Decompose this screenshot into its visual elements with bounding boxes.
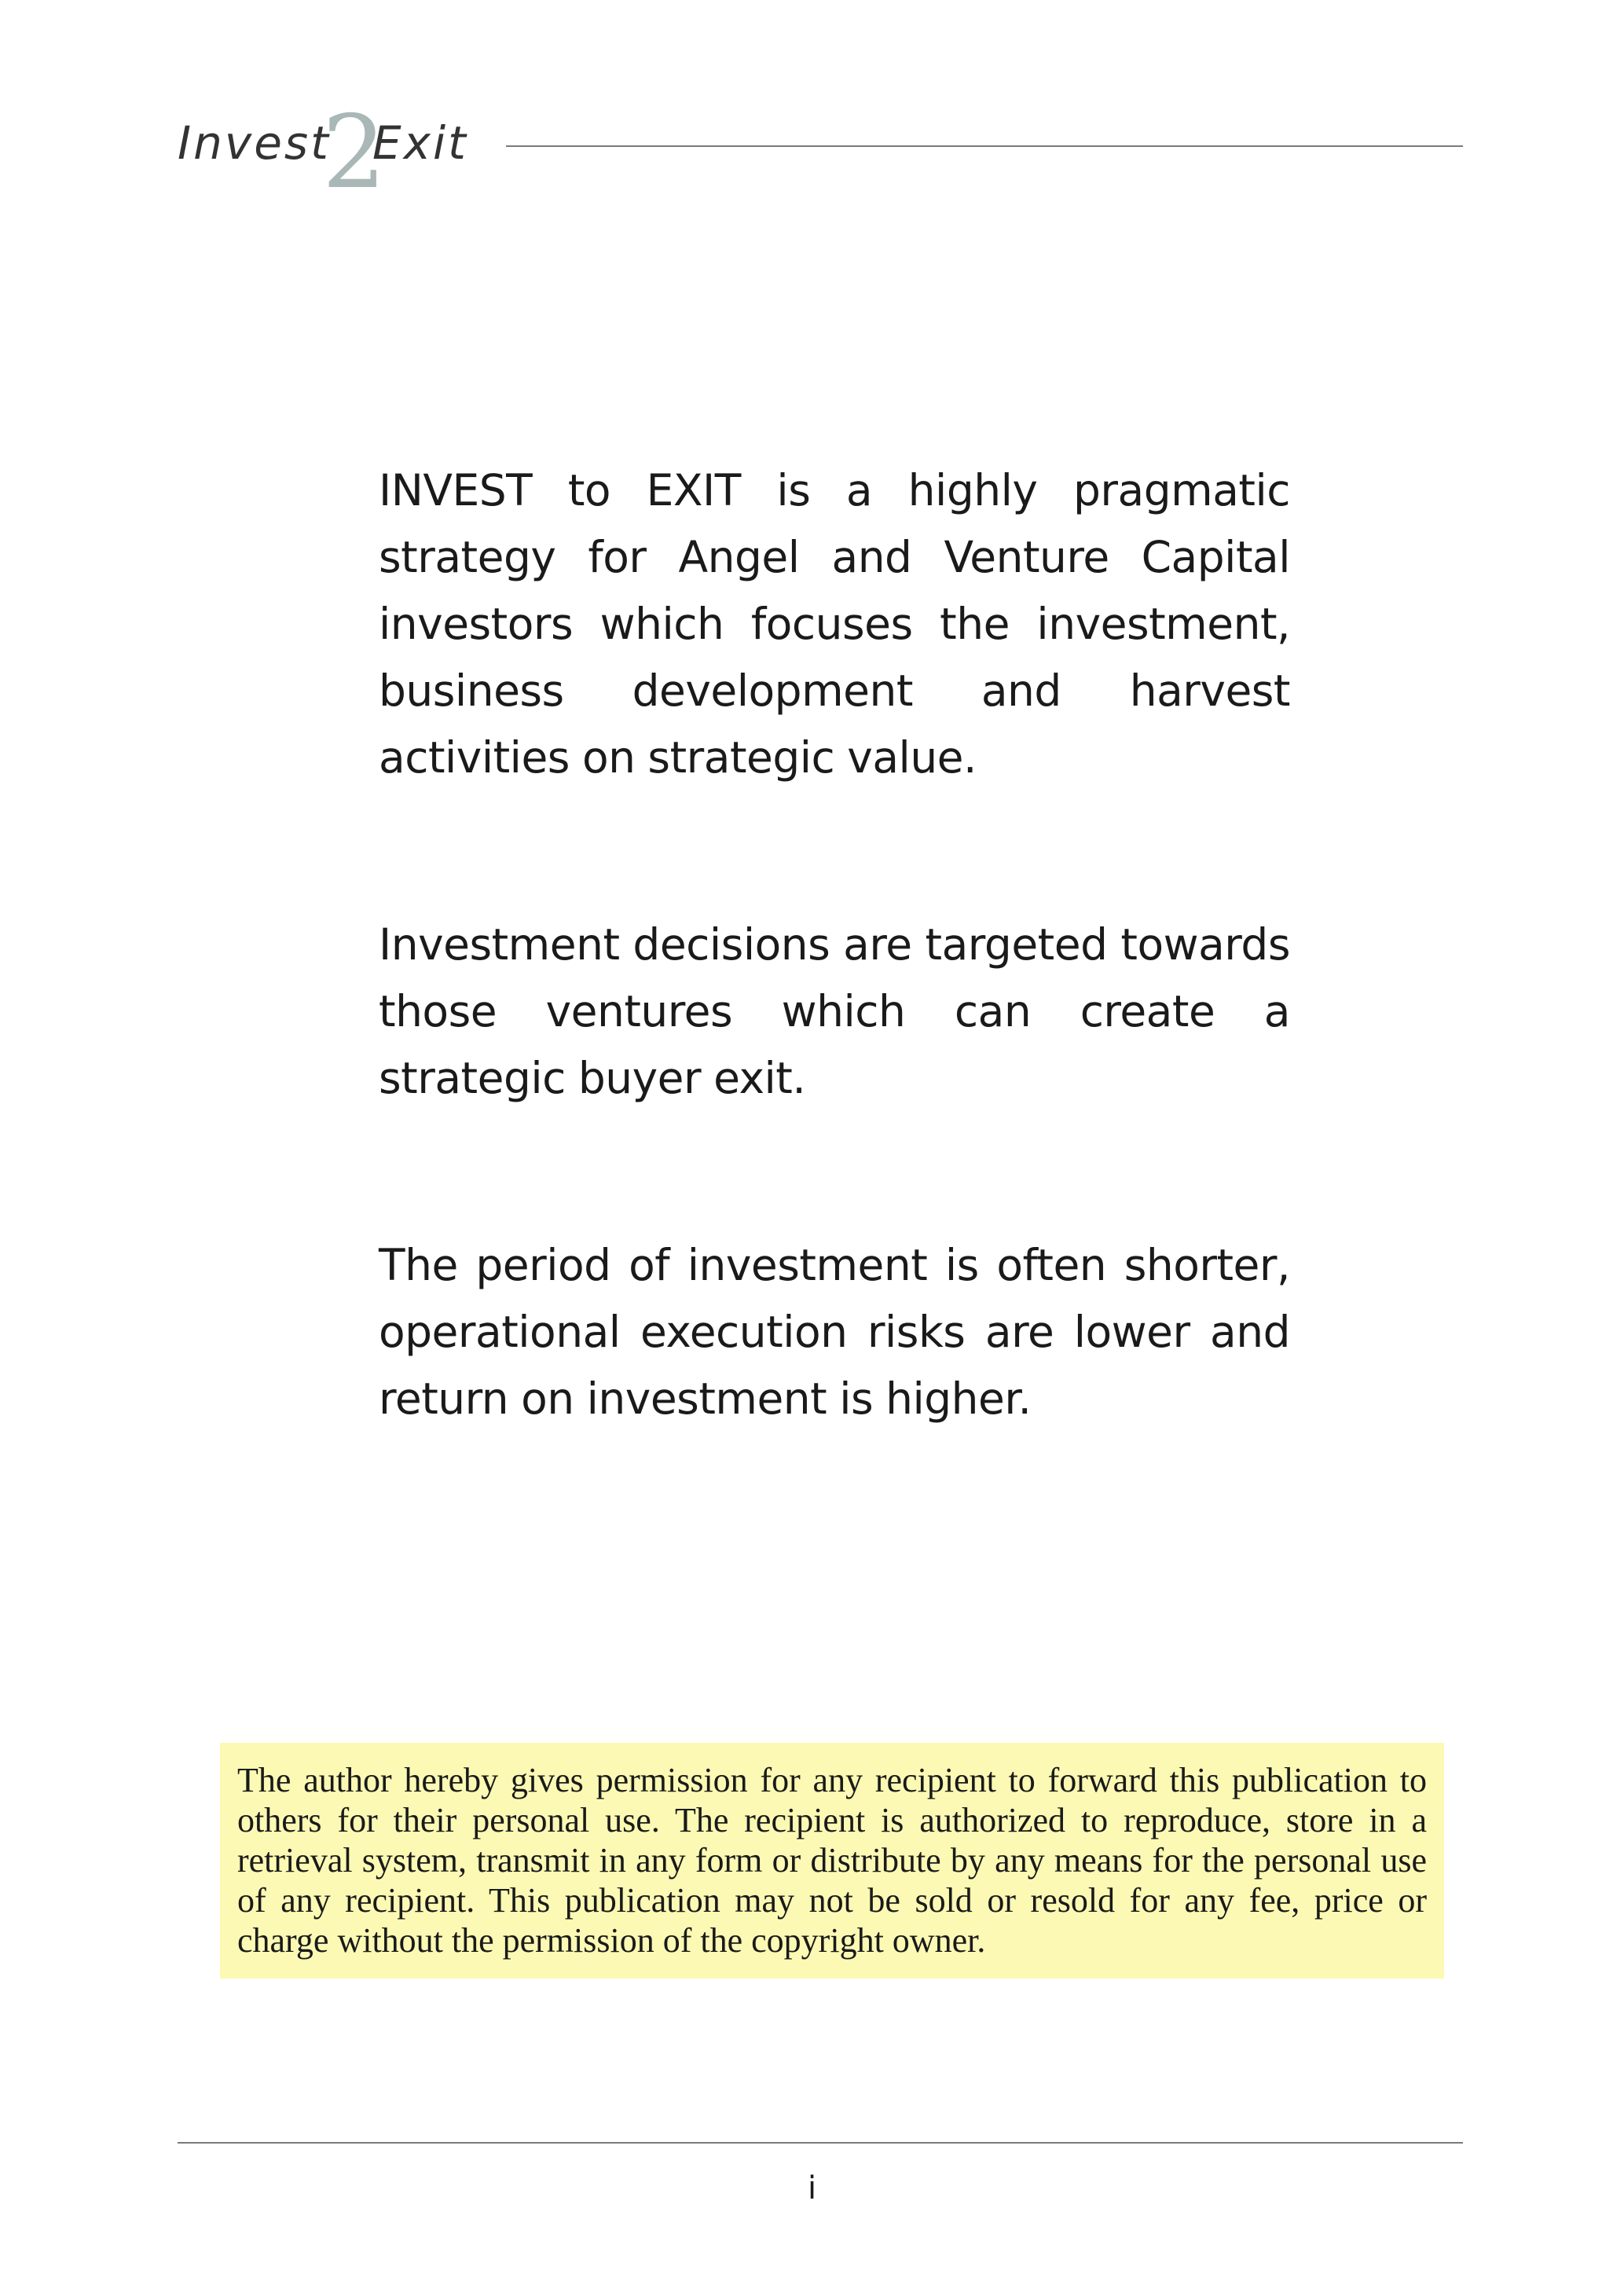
copyright-notice: The author hereby gives permission for any recipient to forward this publication to others for their personal use. The recipient is authorized to reproduce, store in a retrieval system, transmit in any form or distribute by any means for the personal use of any recipient. This publication may not be sold or resold for any fee, price or charge without the permission of the copyright owner. [220,1743,1444,1979]
footer-rule [178,2142,1463,2144]
page-header [178,94,1463,211]
paragraph-intro: INVEST to EXIT is a highly pragmatic strategy for Angel and Venture Capital investors which focuses the investment, business development and harvest activities on strategic value. [379,465,1290,783]
logo-word-exit: Exit [372,116,468,170]
main-text [379,457,1290,1432]
logo-word-invest: Invest [178,116,331,170]
paragraph-investment-period: The period of investment is often shorter, operational execution risks are lower and return on investment is higher. [379,1240,1290,1424]
page-number: i [807,2170,817,2206]
header-rule [506,145,1463,147]
paragraph-investment-decisions: Investment decisions are targeted towards those ventures which can create a strategic buyer exit. [379,919,1290,1103]
logo-numeral: 2 [322,94,387,211]
